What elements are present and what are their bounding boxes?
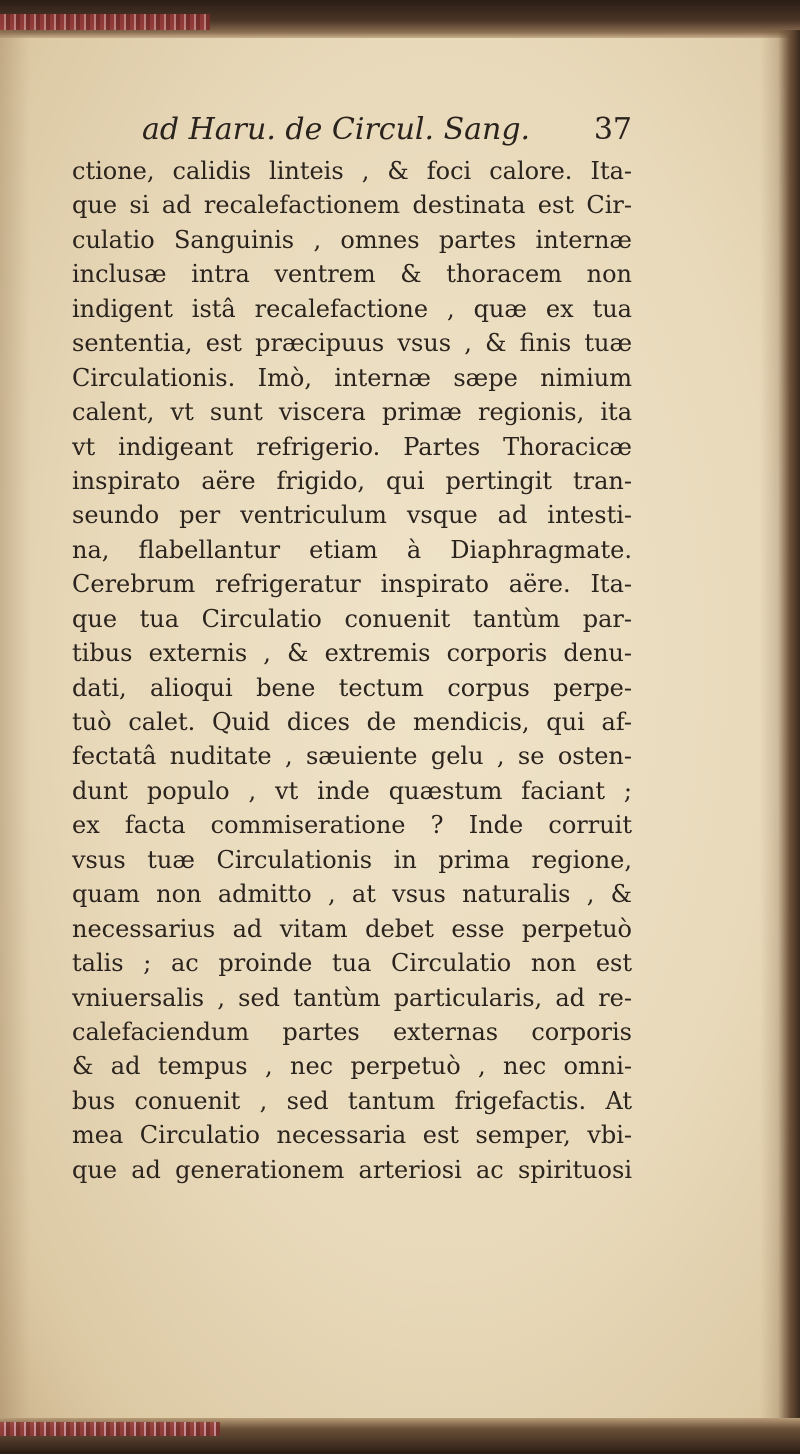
text-line: Circulationis. Imò, internæ sæpe nimium	[72, 363, 632, 392]
top-red-page-edges	[0, 14, 210, 30]
text-line: inspirato aëre frigido, qui pertingit tran-	[72, 466, 632, 495]
text-line: calefaciendum partes externas corporis	[72, 1017, 632, 1046]
text-line: seundo per ventriculum vsque ad intesti-	[72, 501, 632, 530]
right-page-edge	[760, 30, 800, 1430]
text-line: talis ; ac proinde tua Circulatio non est	[72, 949, 632, 978]
text-line: inclusæ intra ventrem & thoracem non	[72, 260, 632, 289]
text-line: ctione, calidis linteis , & foci calore. Ita-	[72, 157, 632, 185]
text-line: mea Circulatio necessaria est semper, vbi-	[72, 1121, 632, 1150]
text-line: calent, vt sunt viscera primæ regionis, ita	[72, 398, 632, 427]
text-line: sententia, est præcipuus vsus , & finis tuæ	[72, 329, 632, 358]
gutter-shadow	[0, 30, 30, 1430]
page-number: 37	[593, 112, 632, 147]
text-line: quam non admitto , at vsus naturalis , &	[72, 880, 632, 909]
running-head: ad Haru. de Circul. Sang.	[142, 112, 531, 147]
text-line: dunt populo , vt inde quæstum faciant ;	[72, 776, 632, 805]
text-line: que tua Circulatio conuenit tantùm par-	[72, 604, 632, 633]
text-line: vniuersalis , sed tantùm particularis, ad re-	[72, 983, 632, 1012]
text-line: bus conuenit , sed tantum frigefactis. At	[72, 1086, 632, 1115]
text-line: na, flabellantur etiam à Diaphragmate.	[72, 535, 632, 564]
text-line: necessarius ad vitam debet esse perpetuò	[72, 914, 632, 943]
text-line: & ad tempus , nec perpetuò , nec omni-	[72, 1052, 632, 1081]
text-line: vsus tuæ Circulationis in prima regione,	[72, 845, 632, 874]
text-line: que si ad recalefactionem destinata est Cir-	[72, 191, 632, 220]
text-line: culatio Sanguinis , omnes partes internæ	[72, 225, 632, 254]
text-line: tibus externis , & extremis corporis denu-	[72, 639, 632, 668]
bottom-red-page-edges	[0, 1422, 220, 1436]
text-line: indigent istâ recalefactione , quæ ex tua	[72, 294, 632, 323]
body-text	[72, 154, 632, 1187]
text-line: fectatâ nuditate , sæuiente gelu , se osten-	[72, 742, 632, 771]
text-line: dati, alioqui bene tectum corpus perpe-	[72, 673, 632, 702]
text-line: tuò calet. Quid dices de mendicis, qui af-	[72, 708, 632, 736]
text-line: ex facta commiseratione ? Inde corruit	[72, 811, 632, 840]
text-line: que ad generationem arteriosi ac spirituosi	[72, 1155, 632, 1184]
text-line: Cerebrum refrigeratur inspirato aëre. Ita-	[72, 570, 632, 599]
text-line: vt indigeant refrigerio. Partes Thoracicæ	[72, 432, 632, 461]
page-header	[70, 112, 640, 152]
